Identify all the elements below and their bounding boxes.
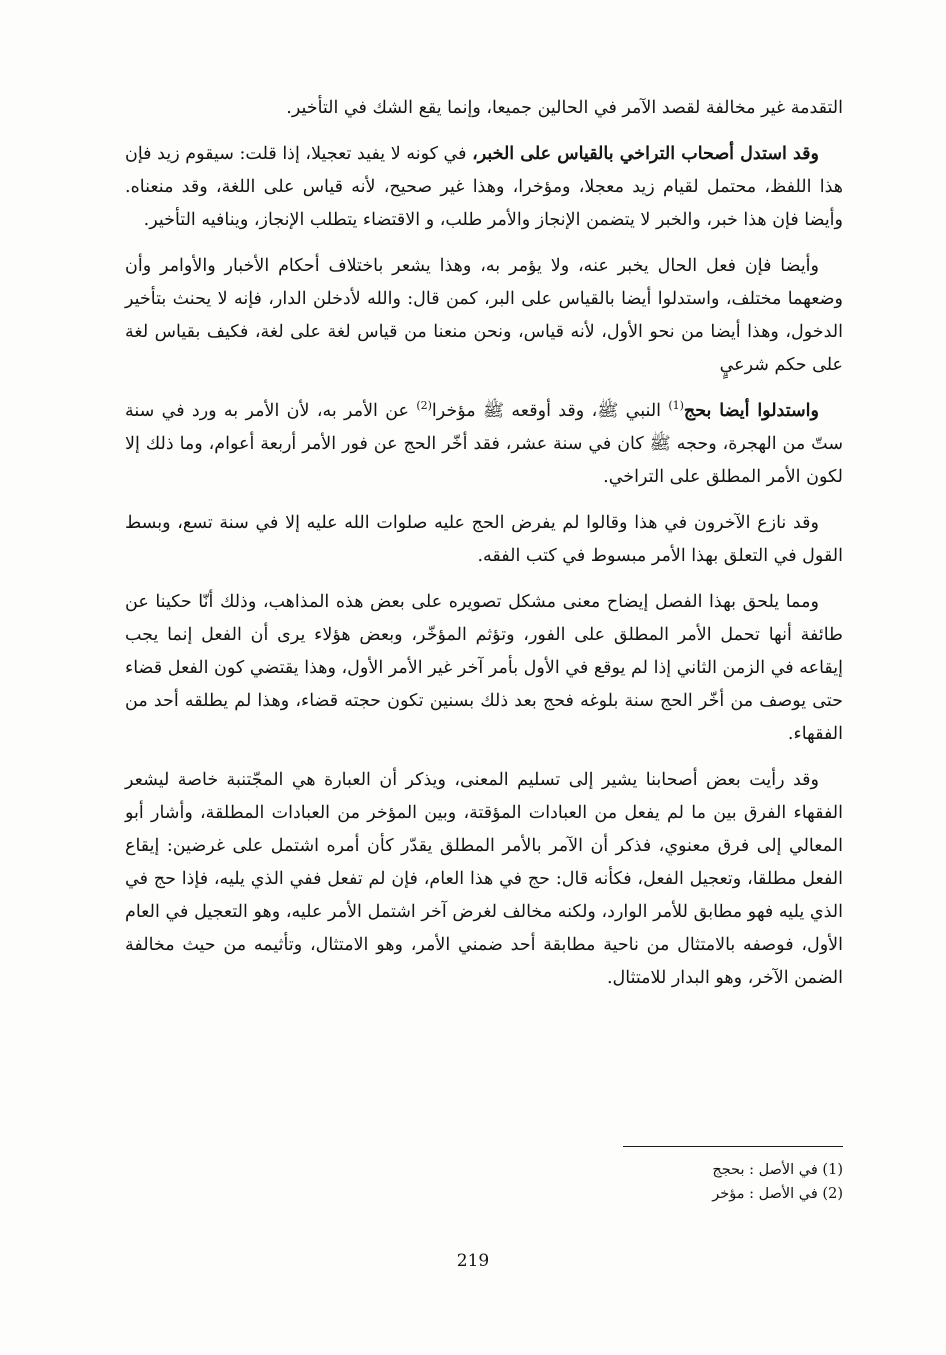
paragraph-5-text: وقد نازع الآخرون في هذا وقالوا لم يفرض الحج عليه صلوات الله عليه إلا في سنة تسع، وبسط القول في التعلق بهذا الأمر مبسوط في كتب الفقه. bbox=[125, 513, 843, 566]
page-number: 219 bbox=[456, 1251, 490, 1271]
paragraph-7-text: وقد رأيت بعض أصحابنا يشير إلى تسليم المعنى، ويذكر أن العبارة هي المجّتنبة خاصة ليشعر الفقهاء الفرق بين ما لم يفعل من العبادات المؤقتة، وبين المؤخر من العبادات المطلقة، وأشار أبو المعالي إلى فرق معنوي، فذكر أن الآمر بالأمر المطلق يقدّر كأن أمره اشتمل على غرضين: إيقاع الفعل مطلقا، وتعجيل الفعل، فكأنه قال: حج في هذا العام، فإن لم تفعل ففي الذي يليه، فإذا حج في الذي يليه فهو مطابق للأمر الوارد، ولكنه مخالف لغرض آخر اشتمل الأمر عليه، وهو التعجيل في العام الأول، فوصفه بالامتثال من ناحية مطابقة أحد ضمني الأمر، وهو الامتثال، وتأثيمه من حيث مخالفة الضمن الآخر، وهو البدار للامتثال. bbox=[125, 770, 843, 988]
paragraph-3 bbox=[125, 250, 843, 382]
footnote-1 bbox=[712, 1158, 843, 1182]
footnote-2-text: في الأصل : مؤخر bbox=[712, 1186, 818, 1202]
paragraph-2-text: في كونه لا يفيد تعجيلا، إذا قلت: سيقوم زيد فإن هذا اللفظ، محتمل لقيام زيد معجلا، ومؤخرا، وهذا غير صحيح، لأنه قياس على اللغة، وقد منعناه. وأيضا فإن هذا خبر، والخبر لا يتضمن الإنجاز والأمر طلب، و الاقتضاء يتطلب الإنجاز، وينافيه التأخير. bbox=[125, 144, 843, 230]
footnote-1-text: في الأصل : بحجج bbox=[712, 1162, 818, 1178]
paragraph-4-bold-lead: واستدلوا أيضا بحج bbox=[683, 401, 819, 421]
footnote-ref-1: (1) bbox=[668, 399, 684, 413]
footnotes bbox=[712, 1158, 843, 1206]
paragraph-3-text: وأيضا فإن فعل الحال يخبر عنه، ولا يؤمر به، وهذا يشعر باختلاف أحكام الأخبار والأوامر وأن وضعهما مختلف، واستدلوا أيضا بالقياس على البر، كمن قال: والله لأدخلن الدار، فإنه لا يحنث بتأخير الدخول، وهذا أيضا من نحو الأول، لأنه قياس، ونحن منعنا من قياس لغة على لغة، فكيف بقياس لغة على حكم شرعيٍ bbox=[125, 256, 843, 375]
paragraph-2 bbox=[125, 138, 843, 237]
main-text bbox=[125, 92, 843, 1008]
footnote-divider bbox=[623, 1146, 843, 1147]
paragraph-5 bbox=[125, 507, 843, 573]
footnote-ref-2: (2) bbox=[416, 399, 432, 413]
paragraph-6-text: ومما يلحق بهذا الفصل إيضاح معنى مشكل تصويره على بعض هذه المذاهب، وذلك أنّا حكينا عن طائفة أنها تحمل الأمر المطلق على الفور، وتؤثم المؤخّر، وبعض هؤلاء يرى أن الفعل إنما يجب إيقاعه في الزمن الثاني إذا لم يوقع في الأول بأمر آخر غير الأمر الأول، وهذا يقتضي كون الفعل قضاء حتى يوصف من أخّر الحج سنة بلوغه فحج بعد ذلك بسنين تكون حجته قضاء، وهذا لم يطلقه أحد من الفقهاء. bbox=[125, 592, 843, 744]
footnote-2-number: (2) bbox=[822, 1186, 843, 1202]
paragraph-4 bbox=[125, 395, 843, 494]
paragraph-4-text-b: عن الأمر به، لأن الأمر به ورد في سنة ستّ من الهجرة، وحجه ﷺ كان في سنة عشر، فقد أخّر الحج عن فور الأمر أربعة أعوام، وما ذلك إلا لكون الأمر المطلق على التراخي. bbox=[125, 401, 843, 487]
footnote-1-number: (1) bbox=[822, 1162, 843, 1178]
footnote-2 bbox=[712, 1182, 843, 1206]
paragraph-2-bold-lead: وقد استدل أصحاب التراخي بالقياس على الخبر، bbox=[472, 144, 819, 164]
paragraph-7 bbox=[125, 764, 843, 995]
paragraph-1-text: التقدمة غير مخالفة لقصد الآمر في الحالين جميعا، وإنما يقع الشك في التأخير. bbox=[286, 98, 843, 118]
paragraph-1 bbox=[125, 92, 843, 125]
paragraph-6 bbox=[125, 586, 843, 751]
paragraph-4-text-a: النبي ﷺ، وقد أوقعه ﷺ مؤخرا bbox=[431, 401, 669, 421]
